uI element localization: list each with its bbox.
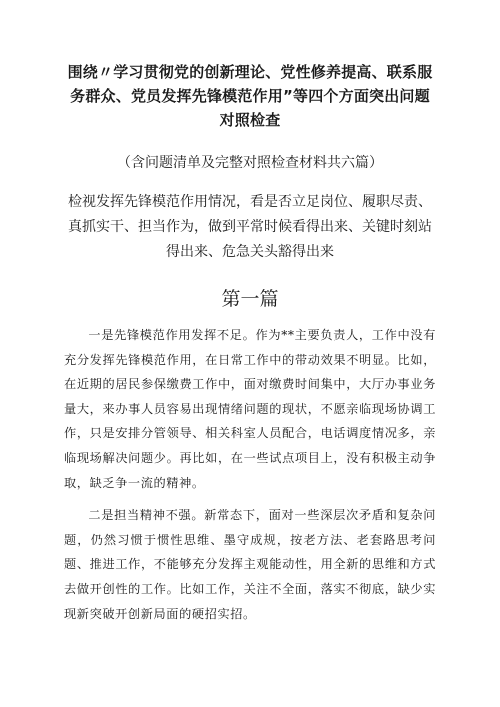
document-lead: 检视发挥先锋模范作用情况，看是否立足岗位、履职尽责、真抓实干、担当作为，做到平常时候看得出来、关键时刻站得出来、危急关头豁得出来 (68, 194, 432, 260)
document-title: 围绕〃学习贯彻党的创新理论、党性修养提高、联系服务群众、党员发挥先锋模范作用”等四个方面突出问题对照检查 (67, 63, 433, 129)
body-paragraph-2: 二是担当精神不强。新常态下，面对一些深层次矛盾和复杂问题，仍然习惯于惯性思维、墨守成规，按老方法、老套路思考问题、推进工作，不能够充分发挥主观能动性，用全新的思维和方式去做开创性的工作。比如工作，关注不全面，落实不彻底，缺少实现新突破开创新局面的硬招实招。 (64, 508, 436, 621)
document-subtitle: （含问题清单及完整对照检查材料共六篇） (117, 155, 383, 171)
body-paragraph-1: 一是先锋模范作用发挥不足。作为**主要负责人，工作中没有充分发挥先锋模范作用，在日常工作中的带动效果不明显。比如，在近期的居民参保缴费工作中，面对缴费时间集中，大厅办事业务量大，来办事人员容易出现情绪问题的现状，不愿亲临现场协调工作，只是安排分管领导、相关科室人员配合，电话调度情况多，亲临现场解决问题少。再比如，在一些试点项目上，没有积极主动争取，缺乏争一流的精神。 (64, 328, 436, 490)
chapter-heading: 第一篇 (221, 288, 279, 310)
